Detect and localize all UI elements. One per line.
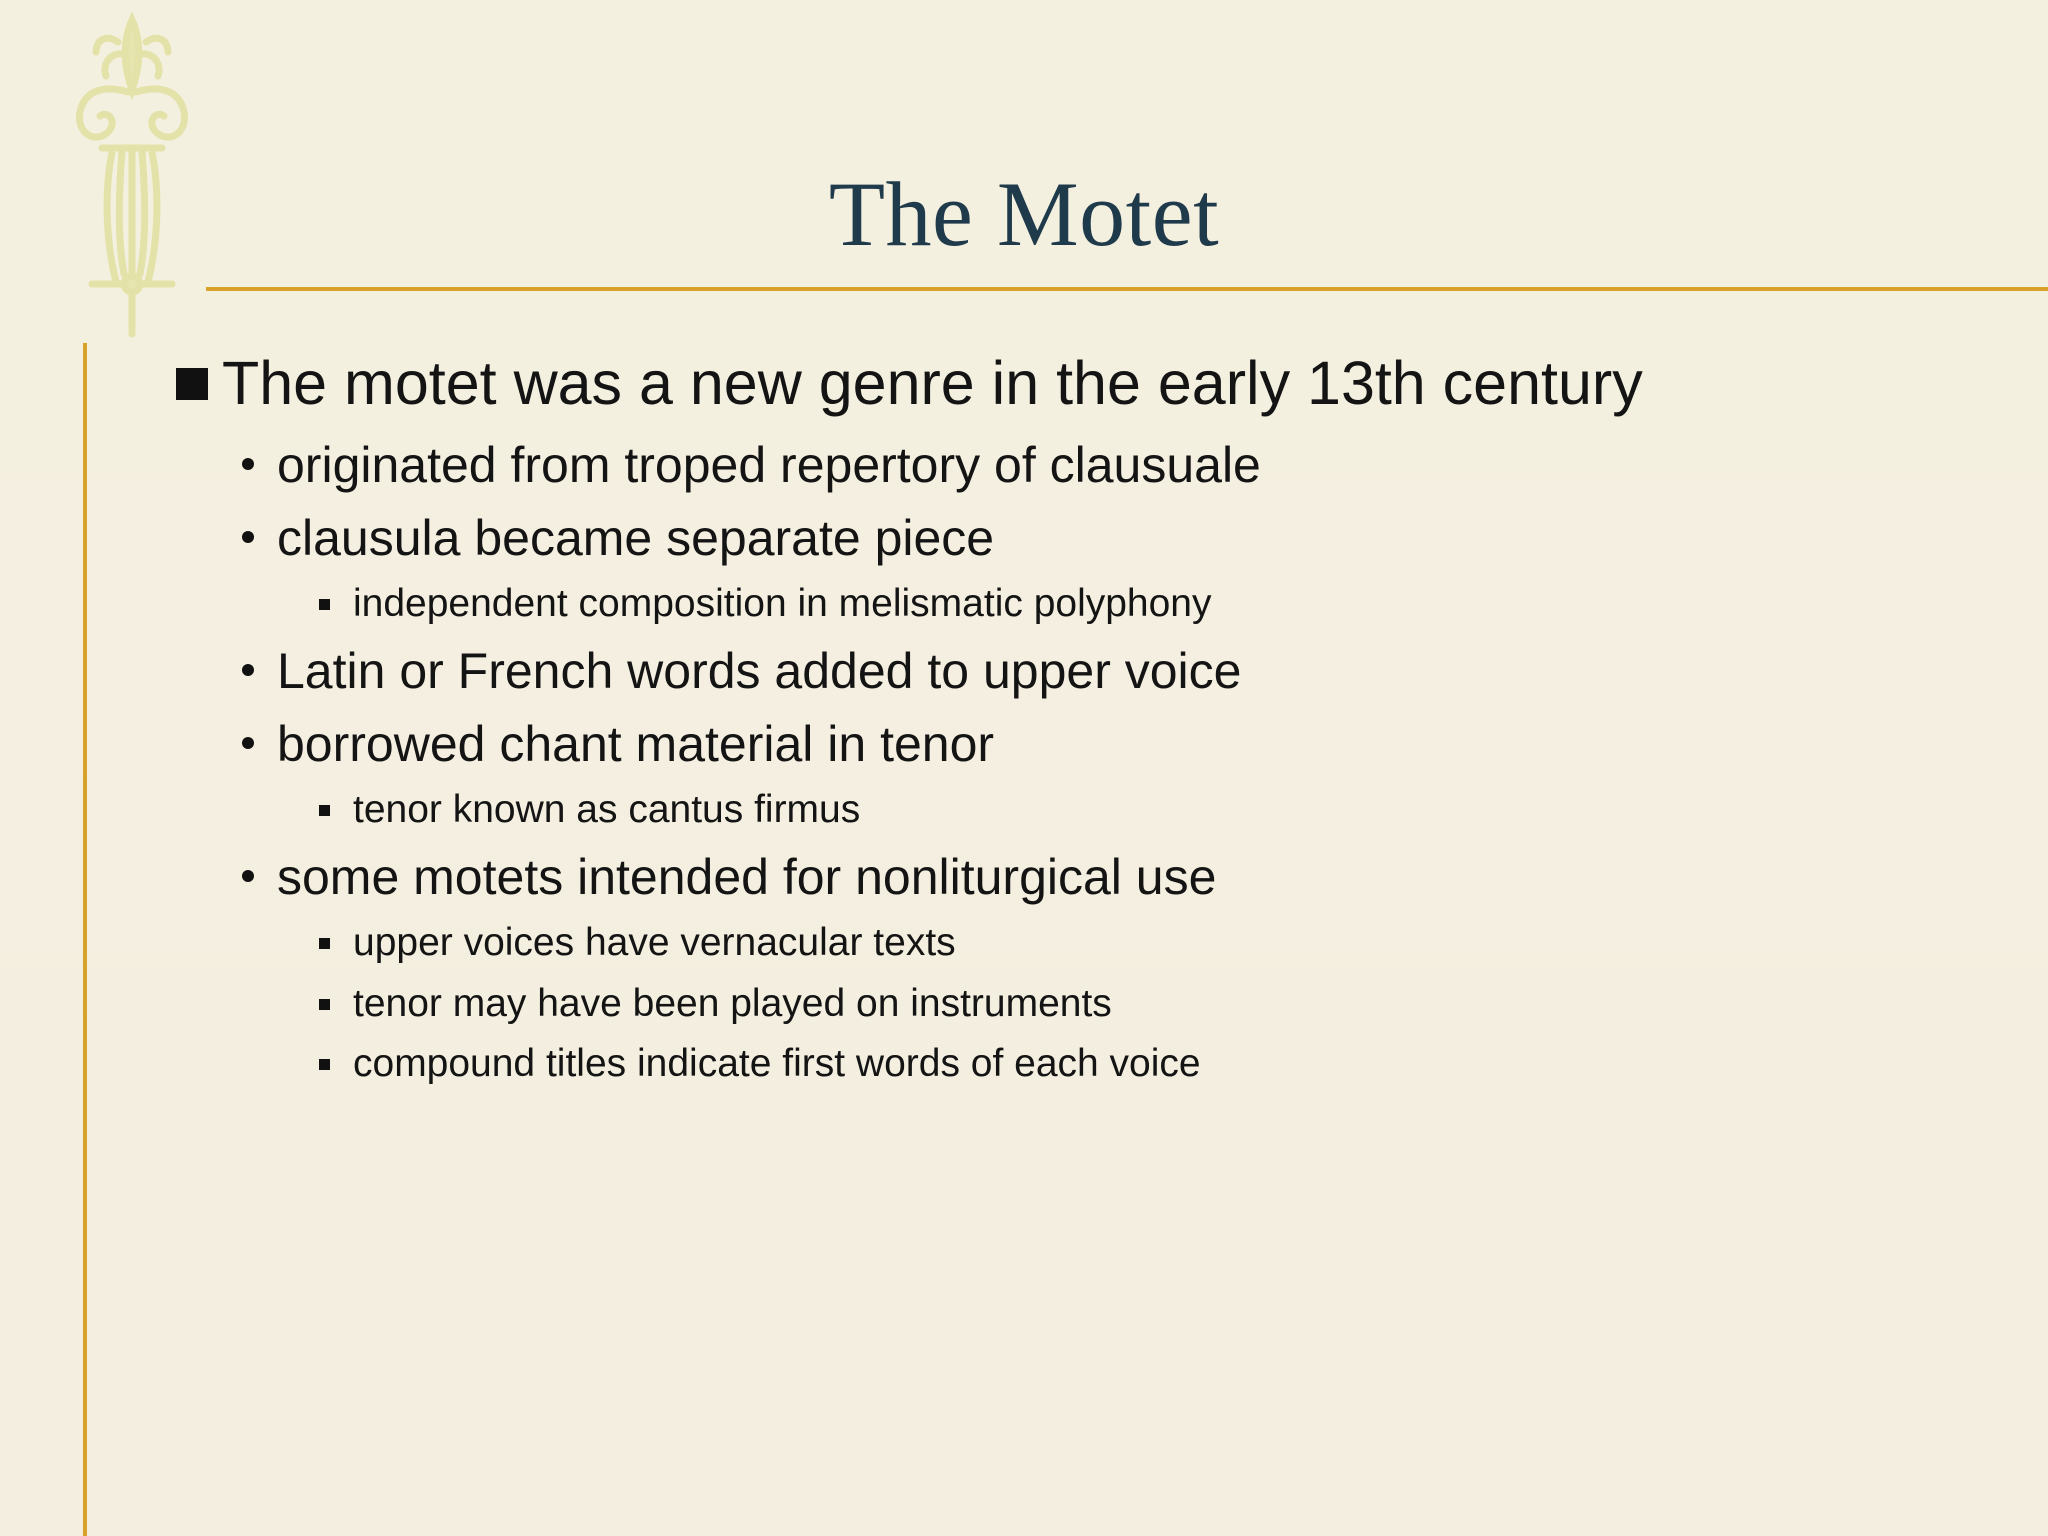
list-item: borrowed chant material in tenor — [277, 716, 995, 772]
square-bullet-icon — [176, 368, 208, 400]
list-item: originated from troped repertory of clausuale — [277, 437, 1261, 493]
list-item: The motet was a new genre in the early 13th century — [222, 349, 1643, 417]
small-square-bullet-icon — [319, 938, 330, 949]
dot-bullet-icon — [242, 737, 254, 749]
small-square-bullet-icon — [319, 805, 330, 816]
dot-bullet-icon — [242, 458, 254, 470]
list-item: tenor known as cantus firmus — [353, 788, 861, 831]
list-item: some motets intended for nonliturgical use — [277, 849, 1217, 905]
list-item: tenor may have been played on instruments — [353, 982, 1112, 1025]
list-item: independent composition in melismatic polyphony — [353, 582, 1212, 625]
small-square-bullet-icon — [319, 1059, 330, 1070]
dot-bullet-icon — [242, 870, 254, 882]
small-square-bullet-icon — [319, 599, 330, 610]
list-item: compound titles indicate first words of each voice — [353, 1042, 1201, 1085]
list-item: Latin or French words added to upper voice — [277, 643, 1242, 699]
list-item: upper voices have vernacular texts — [353, 921, 956, 964]
dot-bullet-icon — [242, 531, 254, 543]
page-title: The Motet — [828, 163, 1220, 265]
small-square-bullet-icon — [319, 999, 330, 1010]
dot-bullet-icon — [242, 664, 254, 676]
list-item: clausula became separate piece — [277, 510, 995, 566]
